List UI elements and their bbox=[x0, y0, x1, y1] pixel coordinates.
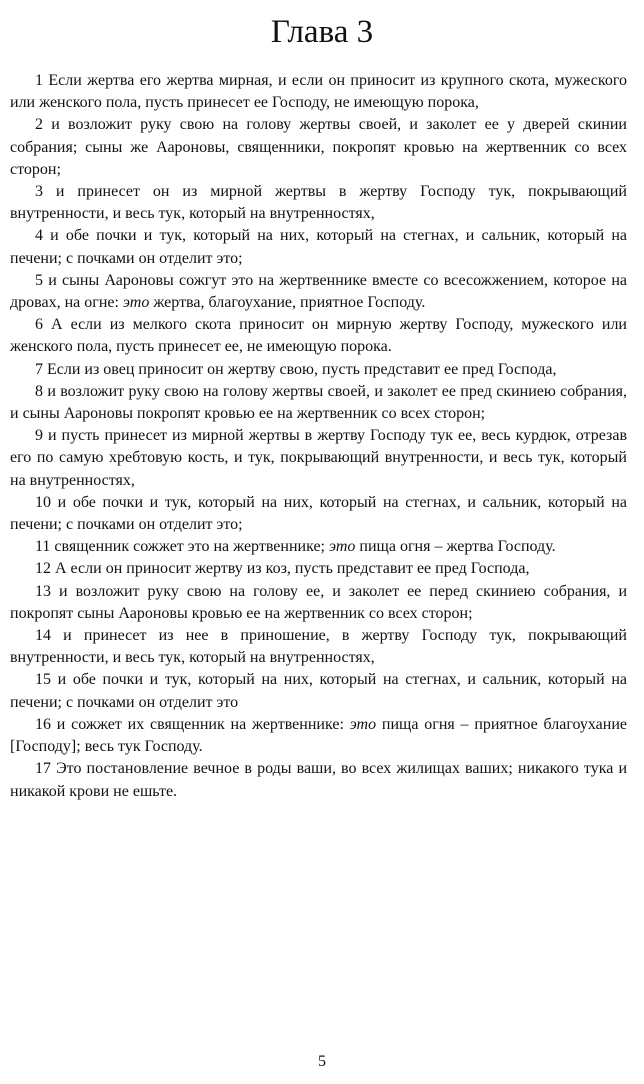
verse-16-italic: это bbox=[349, 715, 377, 733]
verse-5 bbox=[10, 270, 627, 314]
verse-3: 3 и принесет он из мирной жертвы в жертву Господу тук, покрывающий внутренности, и весь тук, который на внутренностях, bbox=[10, 183, 627, 223]
verse-10: 10 и обе почки и тук, который на них, который на стегнах, и сальник, который на печени; с почками он отделит это; bbox=[10, 493, 627, 534]
verse-9: 9 и пусть принесет из мирной жертвы в жертву Господу тук ее, весь курдюк, отрезав его по самую хребтовую кость, и тук, покрывающий внутренности, и весь тук, который на внутренностях, bbox=[10, 427, 627, 489]
verse-6: 6 А если из мелкого скота приносит он мирную жертву Господу, мужеского или женского пола, пусть принесет ее, не имеющую порока. bbox=[10, 316, 627, 356]
verse-7: 7 Если из овец приносит он жертву свою, пусть представит ее пред Господа, bbox=[35, 360, 557, 378]
verse-list bbox=[10, 70, 627, 803]
verse-15: 15 и обе почки и тук, который на них, который на стегнах, и сальник, который на печени; с почками он отделит это bbox=[10, 671, 627, 711]
verse-11 bbox=[10, 536, 627, 558]
verse-17: 17 Это постановление вечное в роды ваши, во всех жилищах ваших; никакого тука и никакой крови не ешьте. bbox=[10, 760, 627, 800]
verse-11-italic: это bbox=[329, 538, 356, 556]
verse-16 bbox=[10, 714, 627, 758]
verse-13: 13 и возложит руку свою на голову ее, и заколет ее перед скиниею собрания, и покропят сыны Аароновы кровью ее на жертвенник со всех сторон; bbox=[10, 582, 627, 622]
verse-2: 2 и возложит руку свою на голову жертвы своей, и заколет ее у дверей скинии собрания; сыны же Аароновы, священники, покропят кровью на жертвенник со всех сторон; bbox=[10, 116, 627, 178]
verse-5-text: 5 и сыны Аароновы сожгут это на жертвеннике вместе со всесожжением, которое на дровах, на огне: bbox=[10, 271, 627, 312]
page-number: 5 bbox=[318, 1053, 326, 1070]
verse-14: 14 и принесет из нее в приношение, в жертву Господу тук, покрывающий внутренности, и весь тук, который на внутренностях, bbox=[10, 627, 627, 667]
verse-11-text-end: пища огня – жертва Господу. bbox=[355, 538, 556, 556]
verse-12: 12 А если он приносит жертву из коз, пусть представит ее пред Господа, bbox=[35, 560, 530, 578]
verse-16-text-end: пища огня – приятное благоухание [Господу]; весь тук Господу. bbox=[10, 715, 627, 756]
chapter-title: Глава 3 bbox=[270, 14, 374, 50]
verse-8: 8 и возложит руку свою на голову жертвы своей, и заколет ее пред скиниею собрания, и сыны Аароновы покропят кровью ее на жертвенник со всех сторон; bbox=[10, 382, 627, 423]
verse-4: 4 и обе почки и тук, который на них, который на стегнах, и сальник, который на печени; с почками он отделит это; bbox=[10, 227, 627, 267]
verse-11-text: 11 священник сожжет это на жертвеннике; bbox=[35, 538, 329, 556]
verse-5-italic: это bbox=[122, 294, 150, 312]
verse-5-text-end: жертва, благоухание, приятное Господу. bbox=[149, 294, 426, 312]
verse-16-text: 16 и сожжет их священник на жертвеннике: bbox=[35, 715, 350, 733]
verse-1: 1 Если жертва его жертва мирная, и если он приносит из крупного скота, мужеского или женского пола, пусть принесет ее Господу, не имеющую порока, bbox=[10, 72, 627, 112]
